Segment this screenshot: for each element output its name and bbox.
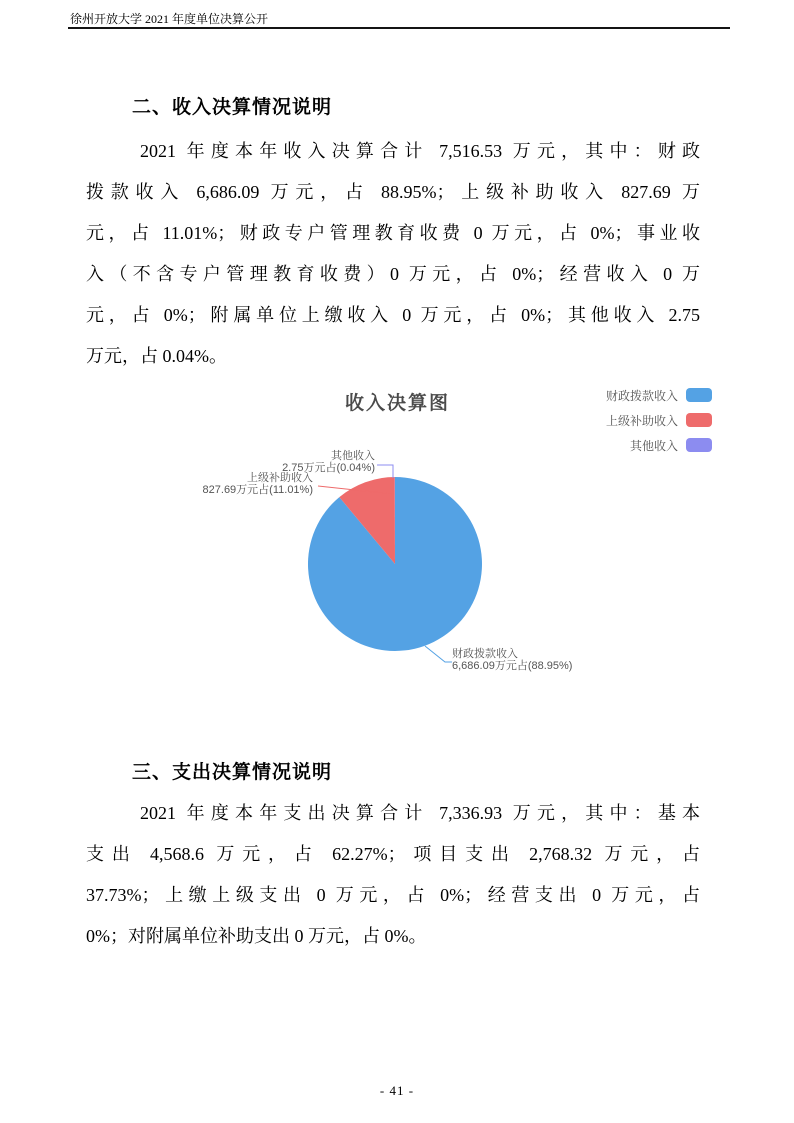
- legend-item-label: 其他收入: [629, 438, 678, 453]
- paragraph-line: 2021 年度本年支出决算合计 7,336.93 万元，其中：基本: [140, 803, 700, 823]
- page-number: - 41 -: [379, 1083, 415, 1098]
- paragraph-line: 元，占 11.01%；财政专户管理教育收费 0 万元，占 0%；事业收: [86, 223, 700, 243]
- document-header: [68, 12, 730, 29]
- paragraph-line: 0%；对附属单位补助支出 0 万元，占 0%。: [86, 926, 427, 946]
- income-pie-chart: [200, 382, 740, 700]
- header-title: 徐州开放大学 2021 年度单位决算公开: [70, 12, 269, 26]
- section-expense-heading: 三、支出决算情况说明: [132, 762, 333, 783]
- paragraph-line: 拨款收入 6,686.09 万元，占 88.95%；上级补助收入 827.69 万: [86, 182, 700, 202]
- label-line-other-income: [377, 465, 393, 478]
- label-subsidy-income: [203, 472, 313, 496]
- label-line-fiscal-income: [425, 646, 452, 662]
- paragraph-line: 37.73%；上缴上级支出 0 万元，占 0%；经营支出 0 万元，占: [86, 885, 700, 905]
- paragraph-line: 2021 年度本年收入决算合计 7,516.53 万元，其中：财政: [140, 141, 700, 161]
- label-other-income-value: 2.75万元占(0.04%): [282, 462, 375, 474]
- label-subsidy-income-value: 827.69万元占(11.01%): [202, 484, 313, 496]
- paragraph-line: 万元，占 0.04%。: [86, 346, 227, 366]
- legend-item-label: 上级补助收入: [605, 413, 678, 428]
- label-other-income: [282, 450, 375, 474]
- label-subsidy-income-name: 上级补助收入: [247, 472, 313, 484]
- label-other-income-name: 其他收入: [331, 450, 375, 462]
- paragraph-line: 支出 4,568.6 万元，占 62.27%；项目支出 2,768.32 万元，占: [86, 844, 700, 864]
- chart-title: 收入决算图: [345, 393, 451, 414]
- label-fiscal-income-name: 财政拨款收入: [452, 648, 518, 660]
- label-fiscal-income: [452, 648, 572, 672]
- paragraph-line: 入（不含专户管理教育收费）0 万元，占 0%；经营收入 0 万: [86, 264, 700, 284]
- expense-paragraph: [86, 793, 700, 957]
- section-income-heading: 二、收入决算情况说明: [132, 97, 333, 118]
- legend-item-label: 财政拨款收入: [605, 388, 678, 403]
- label-fiscal-income-value: 6,686.09万元占(88.95%): [452, 660, 573, 672]
- paragraph-line: 元，占 0%；附属单位上缴收入 0 万元，占 0%；其他收入 2.75: [86, 305, 700, 325]
- income-paragraph: [86, 131, 700, 377]
